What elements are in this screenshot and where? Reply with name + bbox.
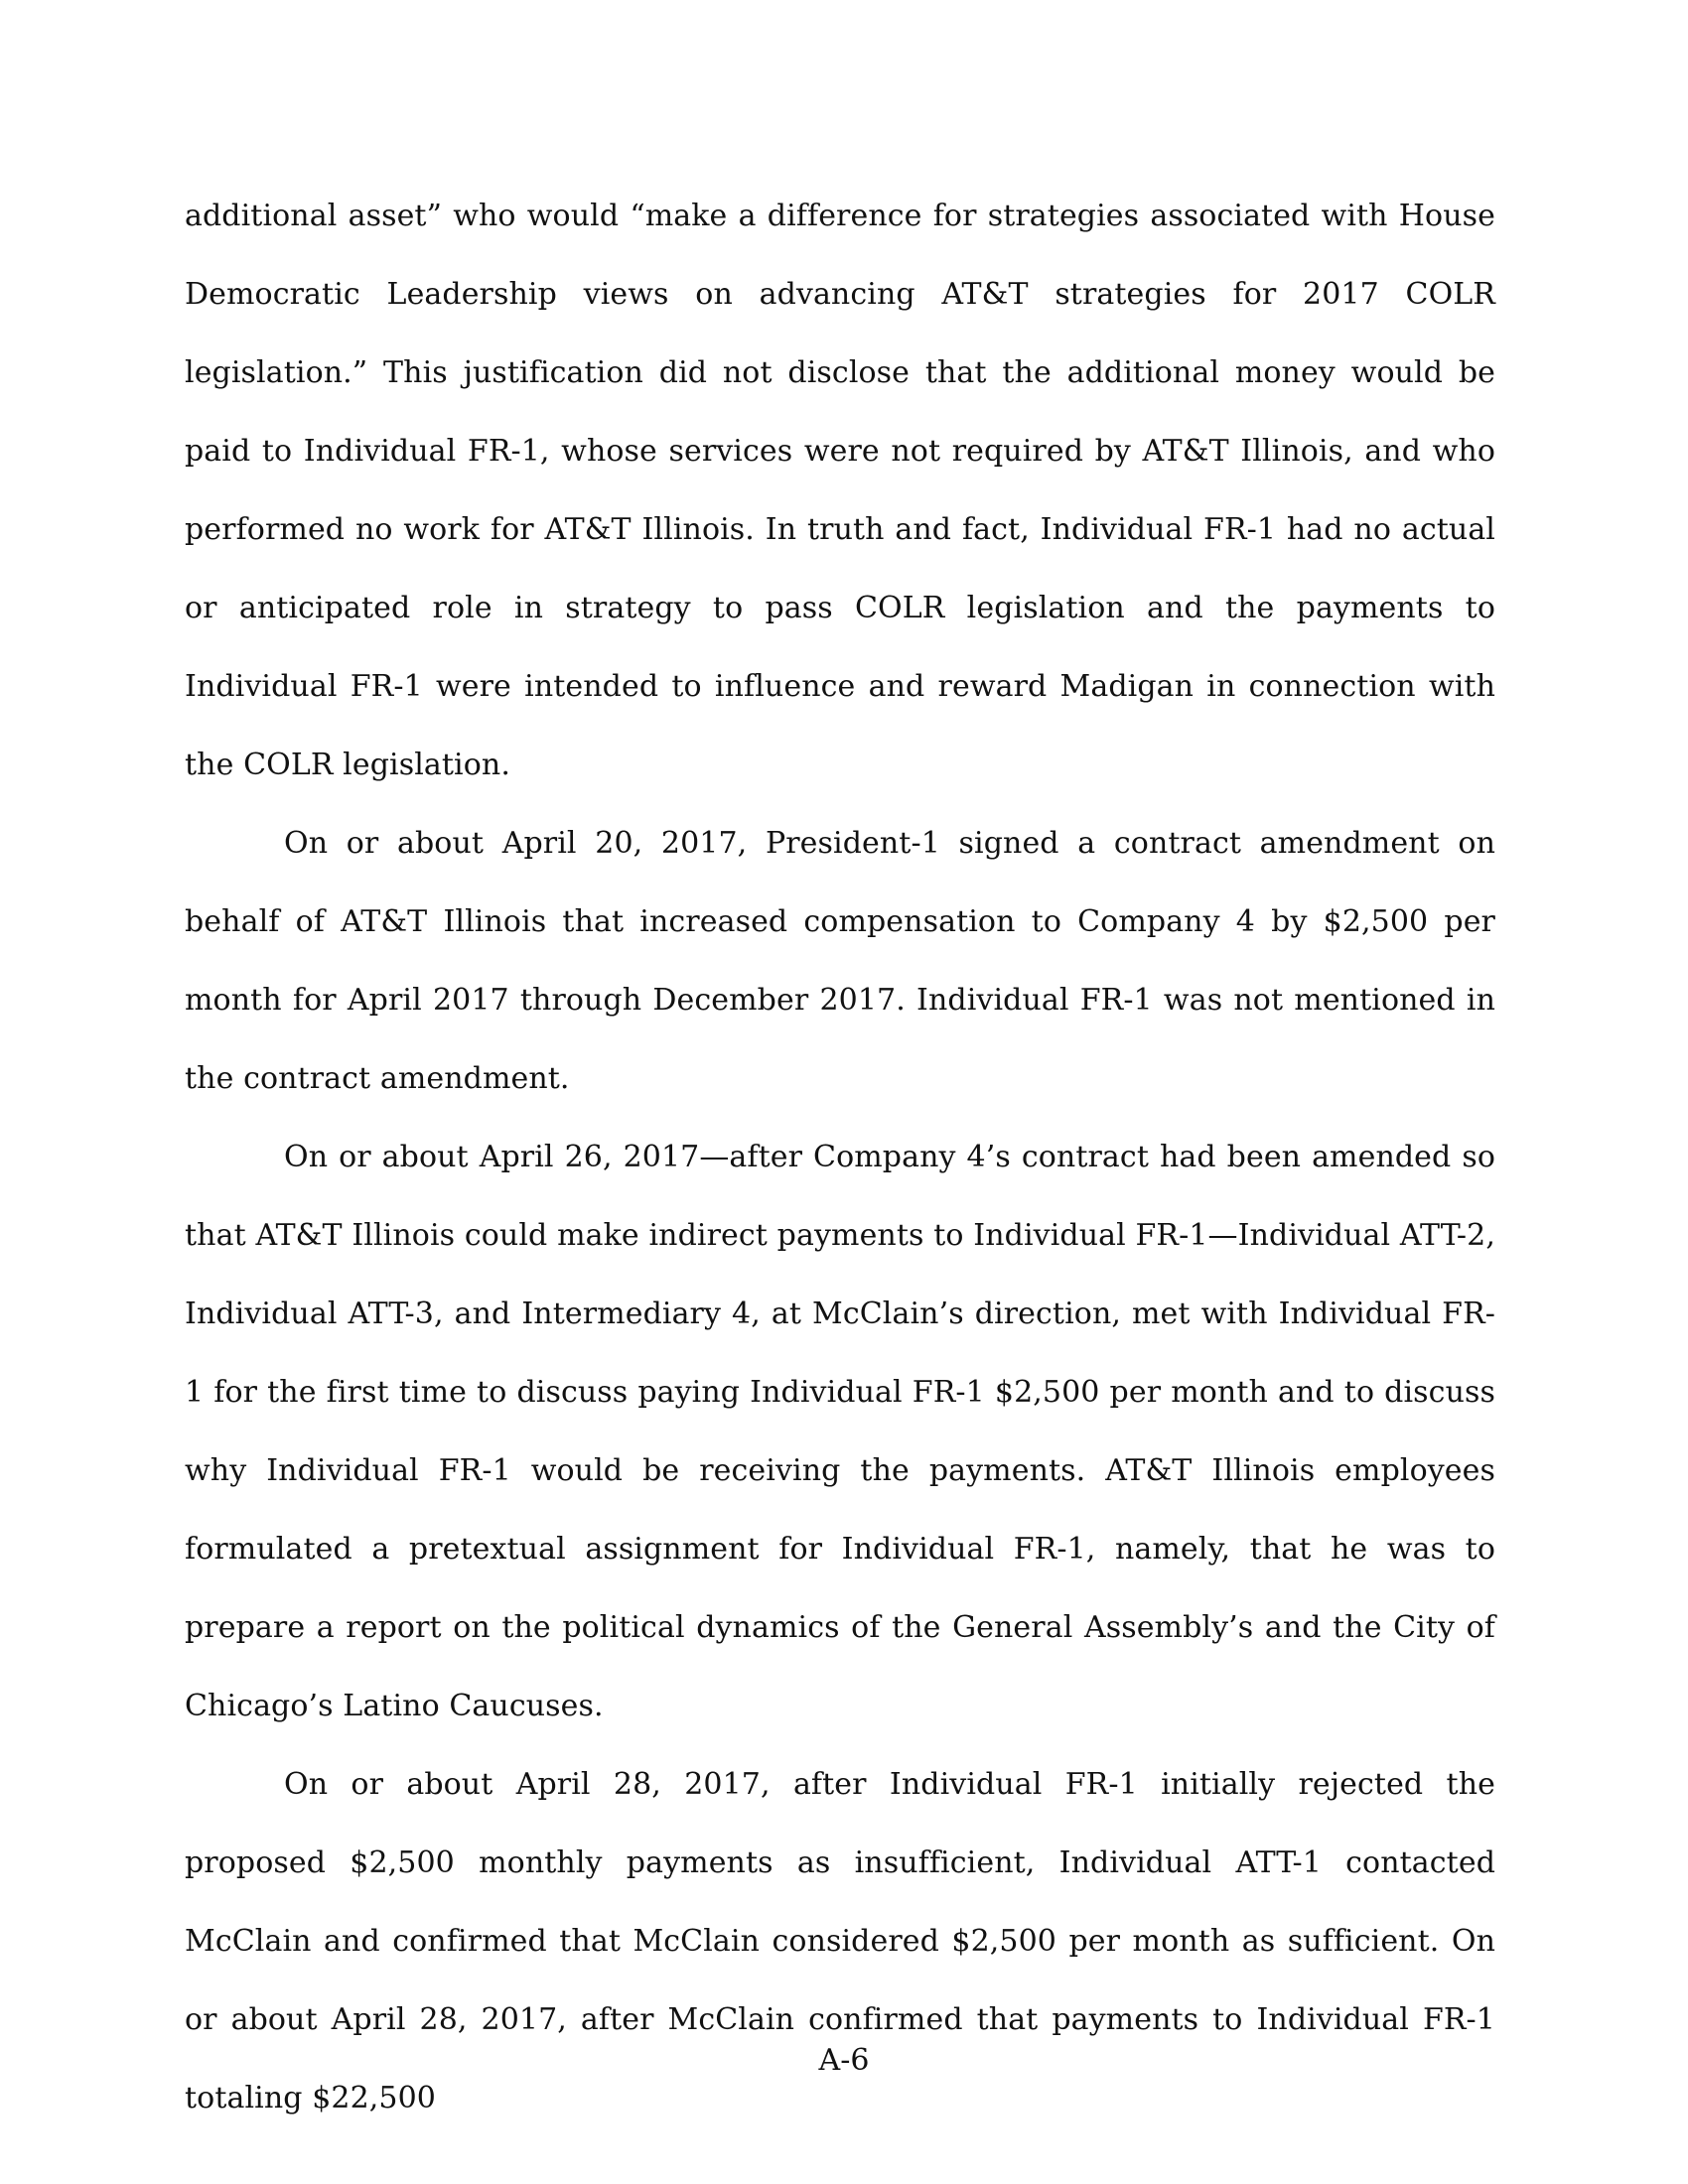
- paragraph-payments: On or about April 28, 2017, after Individual FR-1 initially rejected the proposed $2,500 monthly payments as insufficient, Individual ATT-1 contacted McClain and confirmed that McClain considered $2,500 per month as sufficient. On or about April 28, 2017, after McClain confirmed that payments to Individual FR-1 totaling $22,500: [185, 1767, 1495, 2116]
- paragraph-meeting: On or about April 26, 2017—after Company 4’s contract had been amended so that AT&T Illinois could make indirect payments to Individual FR-1—Individual ATT-2, Individual ATT-3, and Intermediary 4, at McClain’s direction, met with Individual FR-1 for the first time to discuss paying Individual FR-1 $2,500 per month and to discuss why Individual FR-1 would be receiving the payments. AT&T Illinois employees formulated a pretextual assignment for Individual FR-1, namely, that he was to prepare a report on the political dynamics of the General Assembly’s and the City of Chicago’s Latino Caucuses.: [185, 1140, 1495, 1723]
- paragraph-continued: additional asset” who would “make a difference for strategies associated with House Democratic Leadership views on advancing AT&T strategies for 2017 COLR legislation.” This justification did not disclose that the additional money would be paid to Individual FR-1, whose services were not required by AT&T Illinois, and who performed no work for AT&T Illinois. In truth and fact, Individual FR-1 had no actual or anticipated role in strategy to pass COLR legislation and the payments to Individual FR-1 were intended to influence and reward Madigan in connection with the COLR legislation.: [185, 199, 1495, 782]
- paragraph-contract-amendment: On or about April 20, 2017, President-1 signed a contract amendment on behalf of AT&T Illinois that increased compensation to Company 4 by $2,500 per month for April 2017 through December 2017. Individual FR-1 was not mentioned in the contract amendment.: [185, 826, 1495, 1096]
- body-text: [185, 177, 1495, 2137]
- page-number: A-6: [818, 2043, 870, 2078]
